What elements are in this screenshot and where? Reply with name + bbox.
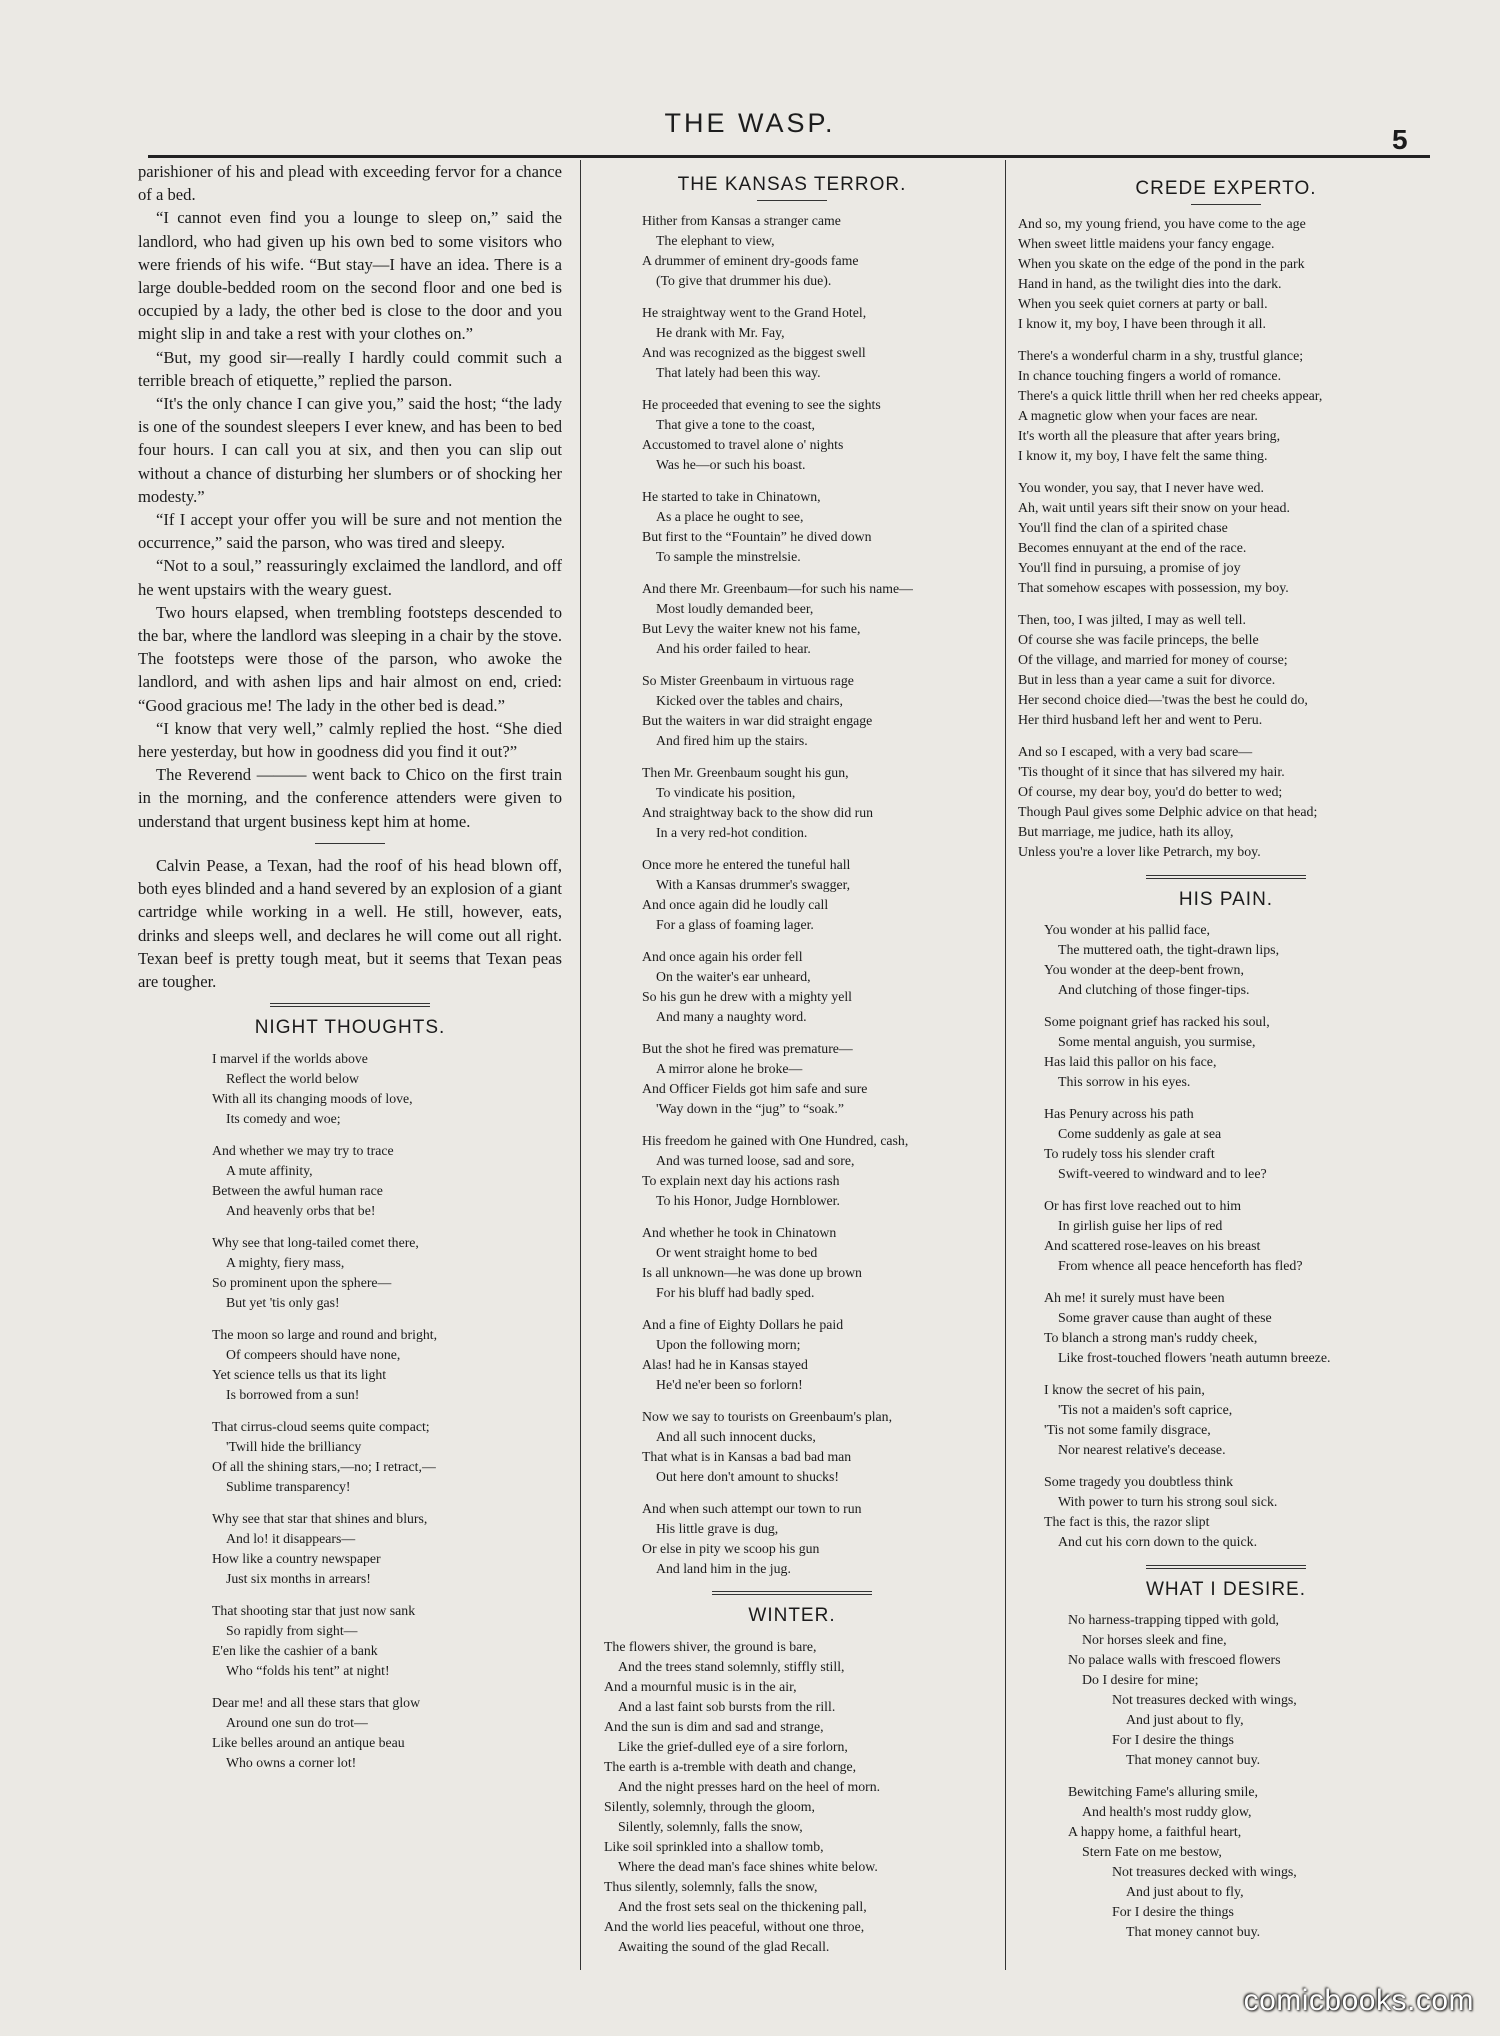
poem-line: And Officer Fields got him safe and sure <box>642 1081 868 1096</box>
what-i-desire-title: WHAT I DESIRE. <box>1145 1579 1307 1600</box>
stanza <box>1018 743 1438 863</box>
poem-line: Kicked over the tables and chairs, <box>656 693 843 708</box>
stanza <box>642 947 984 1027</box>
poem-line: When sweet little maidens your fancy engage. <box>1018 237 1275 252</box>
poem-line: Some tragedy you doubtless think <box>1044 1475 1234 1490</box>
poem-line: With a Kansas drummer's swagger, <box>656 877 851 892</box>
poem-line: No harness-trapping tipped with gold, <box>1068 1613 1280 1628</box>
poem-line: And once again his order fell <box>642 949 803 964</box>
watermark: comicbooks.com <box>1243 1984 1474 2017</box>
poem-line: Not treasures decked with wings, <box>1112 1693 1297 1708</box>
header-rule <box>148 155 1430 158</box>
poem-line: Who owns a corner lot! <box>226 1755 357 1771</box>
poem-line: In chance touching fingers a world of romance. <box>1018 369 1282 384</box>
poem-line: And many a naughty word. <box>656 1009 807 1024</box>
stanza <box>1068 1611 1438 1771</box>
poem-line: The moon so large and round and bright, <box>212 1327 438 1343</box>
poem-line: For his bluff had badly sped. <box>656 1285 815 1300</box>
poem-line: That money cannot buy. <box>1126 1753 1261 1768</box>
poem-line: I know it, my boy, I have felt the same thing. <box>1018 449 1268 464</box>
column-rule-left <box>580 160 581 1970</box>
poem-line: But first to the “Fountain” he dived down <box>642 529 872 544</box>
winter-title: WINTER. <box>748 1605 836 1626</box>
poem-line: But in less than a year came a suit for divorce. <box>1018 673 1276 688</box>
poem-line: (To give that drummer his due). <box>656 273 832 288</box>
poem-line: And the world lies peaceful, without one throe, <box>604 1919 865 1934</box>
poem-line: Or has first love reached out to him <box>1044 1199 1242 1214</box>
poem-line: When you skate on the edge of the pond in the park <box>1018 257 1305 272</box>
stanza <box>1018 611 1438 731</box>
column-right <box>1014 160 1438 1955</box>
poem-line: I know the secret of his pain, <box>1044 1383 1205 1398</box>
poem-line: Silently, solemnly, through the gloom, <box>604 1799 815 1814</box>
poem-line: 'Twill hide the brilliancy <box>226 1439 362 1455</box>
poem-line: Nor nearest relative's decease. <box>1058 1443 1226 1458</box>
poem-line: That somehow escapes with possession, my boy. <box>1018 581 1289 596</box>
poem-line: Ah me! it surely must have been <box>1044 1291 1225 1306</box>
prose-story <box>138 160 562 833</box>
story-paragraph: “It's the only chance I can give you,” said the host; “the lady is one of the soundest sleepers I ever knew, and has been to bed four hours. I can call you at six, and then you can slip out without a chance of disturbing her slumbers or of shocking her modesty.” <box>138 394 562 506</box>
poem-line: And whether we may try to trace <box>212 1143 394 1159</box>
poem-line: The muttered oath, the tight-drawn lips, <box>1058 943 1280 958</box>
poem-line: Or else in pity we scoop his gun <box>642 1541 820 1556</box>
poem-line: And once again did he loudly call <box>642 897 829 912</box>
poem-line: Most loudly demanded beer, <box>656 601 814 616</box>
section-divider <box>315 843 385 844</box>
story-paragraph: Two hours elapsed, when trembling footsteps descended to the bar, where the landlord was sleeping in a chair by the stove. The footsteps were those of the parson, who awoke the landlord, and with ashen lips and hair almost on end, cried: “Good gracious me! The lady in the other bed is dead.” <box>138 602 562 715</box>
poem-line: He drank with Mr. Fay, <box>656 325 785 340</box>
poem-line: And a fine of Eighty Dollars he paid <box>642 1317 844 1332</box>
poem-line: And a last faint sob bursts from the rill. <box>618 1699 836 1714</box>
poem-line: Bewitching Fame's alluring smile, <box>1068 1785 1258 1800</box>
section-divider <box>712 1591 872 1595</box>
stanza <box>1044 1105 1438 1185</box>
poem-line: Was he—or such his boast. <box>656 457 806 472</box>
stanza <box>642 1315 984 1395</box>
poem-line: And land him in the jug. <box>656 1561 791 1576</box>
poem-line: And whether he took in Chinatown <box>642 1225 837 1240</box>
poem-line: This sorrow in his eyes. <box>1058 1075 1191 1090</box>
poem-line: A mirror alone he broke— <box>656 1061 803 1076</box>
poem-line: For I desire the things <box>1112 1733 1234 1748</box>
poem-line: How like a country newspaper <box>212 1551 381 1567</box>
his-pain-poem <box>1014 921 1438 1553</box>
poem-line: Some mental anguish, you surmise, <box>1058 1035 1256 1050</box>
poem-line: E'en like the cashier of a bank <box>212 1643 378 1659</box>
poem-line: As a place he ought to see, <box>656 509 804 524</box>
stanza <box>1044 1013 1438 1093</box>
poem-line: And the trees stand solemnly, stiffly still, <box>618 1659 845 1674</box>
poem-line: Come suddenly as gale at sea <box>1058 1127 1222 1142</box>
poem-line: So prominent upon the sphere— <box>212 1275 392 1291</box>
poem-line: Has laid this pallor on his face, <box>1044 1055 1217 1070</box>
poem-line: Just six months in arrears! <box>226 1571 371 1587</box>
poem-line: And just about to fly, <box>1126 1885 1244 1900</box>
poem-line: With power to turn his strong soul sick. <box>1058 1495 1278 1510</box>
poem-line: Has Penury across his path <box>1044 1107 1194 1122</box>
poem-line: That cirrus-cloud seems quite compact; <box>212 1419 430 1435</box>
poem-line: A drummer of eminent dry-goods fame <box>642 253 859 268</box>
story-paragraph: parishioner of his and plead with exceeding fervor for a chance of a bed. <box>138 162 562 205</box>
poem-line: Reflect the world below <box>226 1071 359 1087</box>
poem-line: So his gun he drew with a mighty yell <box>642 989 852 1004</box>
stanza <box>642 1131 984 1211</box>
poem-line: And heavenly orbs that be! <box>226 1203 376 1219</box>
poem-line: For a glass of foaming lager. <box>656 917 814 932</box>
poem-line: But yet 'tis only gas! <box>226 1295 340 1311</box>
poem-line: And was turned loose, sad and sore, <box>656 1153 855 1168</box>
stanza <box>1018 479 1438 599</box>
poem-line: For I desire the things <box>1112 1905 1234 1920</box>
his-pain-title: HIS PAIN. <box>1178 889 1274 910</box>
poem-line: That money cannot buy. <box>1126 1925 1261 1940</box>
poem-line: Who “folds his tent” at night! <box>226 1663 390 1679</box>
stanza <box>1044 921 1438 1001</box>
poem-line: Of all the shining stars,—no; I retract,— <box>212 1459 436 1475</box>
poem-line: And his order failed to hear. <box>656 641 811 656</box>
story-paragraph: “Not to a soul,” reassuringly exclaimed the landlord, and off he went upstairs with the weary guest. <box>138 556 562 599</box>
poem-line: And when such attempt our town to run <box>642 1501 862 1516</box>
stanza <box>642 487 984 567</box>
stanza <box>212 1141 562 1221</box>
poem-line: No palace walls with frescoed flowers <box>1068 1653 1281 1668</box>
crede-experto-title: CREDE EXPERTO. <box>1135 178 1317 199</box>
poem-line: Of course she was facile princeps, the belle <box>1018 633 1259 648</box>
story-paragraph: “I know that very well,” calmly replied the host. “She died here yesterday, but how in goodness did you find it out?” <box>138 718 562 762</box>
poem-line: A mighty, fiery mass, <box>226 1255 345 1271</box>
story-paragraph: The Reverend ——— went back to Chico on the first train in the morning, and the conference attenders were given to understand that urgent business kept him at home. <box>138 765 562 831</box>
poem-line: That shooting star that just now sank <box>212 1603 416 1619</box>
stanza <box>212 1693 562 1773</box>
stanza <box>1018 215 1438 335</box>
poem-line: That give a tone to the coast, <box>656 417 815 432</box>
poem-line: A happy home, a faithful heart, <box>1068 1825 1242 1840</box>
poem-line: And the frost sets seal on the thickening pall, <box>618 1899 867 1914</box>
poem-line: And there Mr. Greenbaum—for such his name— <box>642 581 913 596</box>
poem-line: Silently, solemnly, falls the snow, <box>618 1819 803 1834</box>
poem-line: Of course, my dear boy, you'd do better to wed; <box>1018 785 1283 800</box>
stanza <box>212 1049 562 1129</box>
poem-line: Thus silently, solemnly, falls the snow, <box>604 1879 818 1894</box>
winter-poem <box>600 1637 984 1957</box>
poem-line: 'Tis thought of it since that has silvered my hair. <box>1018 765 1285 780</box>
stanza <box>212 1233 562 1313</box>
poem-line: Becomes ennuyant at the end of the race. <box>1018 541 1247 556</box>
poem-line: Now we say to tourists on Greenbaum's plan, <box>642 1409 893 1424</box>
page-number: 5 <box>1392 124 1408 155</box>
poem-line: He'd ne'er been so forlorn! <box>656 1377 803 1392</box>
poem-line: In a very red-hot condition. <box>656 825 808 840</box>
stanza <box>212 1601 562 1681</box>
stanza <box>642 303 984 383</box>
poem-line: There's a quick little thrill when her red cheeks appear, <box>1018 389 1323 404</box>
poem-line: His little grave is dug, <box>656 1521 779 1536</box>
poem-line: He proceeded that evening to see the sights <box>642 397 881 412</box>
section-divider <box>270 1003 430 1007</box>
stanza <box>1044 1197 1438 1277</box>
kansas-terror-poem <box>600 211 984 1579</box>
column-left <box>138 160 562 1785</box>
poem-line: His freedom he gained with One Hundred, cash, <box>642 1133 909 1148</box>
column-middle <box>600 160 984 1969</box>
poem-line: So rapidly from sight— <box>226 1623 358 1639</box>
poem-line: On the waiter's ear unheard, <box>656 969 811 984</box>
poem-line: Is borrowed from a sun! <box>226 1387 360 1403</box>
poem-line: Like belles around an antique beau <box>212 1735 405 1751</box>
story-paragraph: “If I accept your offer you will be sure and not mention the occurrence,” said the parson, who was tired and sleepy. <box>138 510 562 553</box>
poem-line: That what is in Kansas a bad bad man <box>642 1449 852 1464</box>
poem-line: Like the grief-dulled eye of a sire forlorn, <box>618 1739 848 1754</box>
stanza <box>1018 347 1438 467</box>
crede-experto-poem <box>1014 215 1438 863</box>
stanza <box>1044 1289 1438 1369</box>
stanza <box>642 211 984 291</box>
poem-line: He started to take in Chinatown, <box>642 489 821 504</box>
poem-line: Around one sun do trot— <box>226 1715 368 1731</box>
poem-line: But Levy the waiter knew not his fame, <box>642 621 861 636</box>
poem-line: And health's most ruddy glow, <box>1082 1805 1252 1820</box>
story-paragraph: “But, my good sir—really I hardly could commit such a terrible breach of etiquette,” replied the parson. <box>138 347 562 390</box>
title-underline <box>1191 204 1261 205</box>
poem-line: And so I escaped, with a very bad scare— <box>1018 745 1253 760</box>
poem-line: And a mournful music is in the air, <box>604 1679 797 1694</box>
poem-line: Is all unknown—he was done up brown <box>642 1265 862 1280</box>
poem-line: Some poignant grief has racked his soul, <box>1044 1015 1270 1030</box>
kansas-terror-title: THE KANSAS TERROR. <box>677 174 907 195</box>
poem-line: And cut his corn down to the quick. <box>1058 1535 1258 1550</box>
poem-line: And was recognized as the biggest swell <box>642 345 866 360</box>
story-paragraph: “I cannot even find you a lounge to sleep on,” said the landlord, who had given up his own bed to some visitors who were friends of his wife. “But stay—I have an idea. There is a large double-bedded room on the second floor and one bed is occupied by a lady, the other bed is close to the door and you might slip in and take a rest with your clothes on.” <box>138 208 562 344</box>
poem-line: Though Paul gives some Delphic advice on that head; <box>1018 805 1318 820</box>
poem-line: Nor horses sleek and fine, <box>1082 1633 1227 1648</box>
poem-line: Alas! had he in Kansas stayed <box>642 1357 808 1372</box>
stanza <box>642 671 984 751</box>
stanza <box>642 855 984 935</box>
poem-line: Awaiting the sound of the glad Recall. <box>618 1939 830 1954</box>
poem-line: Hand in hand, as the twilight dies into the dark. <box>1018 277 1282 292</box>
poem-line: Of the village, and married for money of course; <box>1018 653 1288 668</box>
poem-line: That lately had been this way. <box>656 365 821 380</box>
poem-line: You wonder at the deep-bent frown, <box>1044 963 1244 978</box>
poem-line: Like frost-touched flowers 'neath autumn breeze. <box>1058 1351 1331 1366</box>
calvin-paragraph: Calvin Pease, a Texan, had the roof of his head blown off, both eyes blinded and a hand severed by an explosion of a giant cartridge while working in a well. He still, however, eats, drinks and sleeps well, and declares he will come out all right. Texan beef is pretty tough meat, but it seems that Texan peas are tougher. <box>138 855 562 991</box>
poem-line: Where the dead man's face shines white below. <box>618 1859 878 1874</box>
poem-line: To sample the minstrelsie. <box>656 549 801 564</box>
poem-line: Swift-veered to windward and to lee? <box>1058 1167 1267 1182</box>
poem-line: Its comedy and woe; <box>226 1111 341 1127</box>
poem-line: 'Tis not a maiden's soft caprice, <box>1058 1403 1233 1418</box>
poem-line: Or went straight home to bed <box>656 1245 818 1260</box>
stanza <box>642 1039 984 1119</box>
stanza <box>642 763 984 843</box>
poem-line: You wonder at his pallid face, <box>1044 923 1211 938</box>
poem-line: Sublime transparency! <box>226 1479 351 1495</box>
poem-line: And so, my young friend, you have come to the age <box>1018 217 1306 232</box>
stanza <box>642 1223 984 1303</box>
section-divider <box>1146 875 1306 879</box>
poem-line: A mute affinity, <box>226 1163 313 1179</box>
poem-line: Like soil sprinkled into a shallow tomb, <box>604 1839 824 1854</box>
stanza <box>1068 1783 1438 1943</box>
night-thoughts-title: NIGHT THOUGHTS. <box>254 1017 446 1039</box>
poem-line: And the sun is dim and sad and strange, <box>604 1719 824 1734</box>
masthead-title: THE WASP. <box>664 108 836 138</box>
poem-line: Hither from Kansas a stranger came <box>642 213 841 228</box>
poem-line: You wonder, you say, that I never have wed. <box>1018 481 1264 496</box>
prose-calvin-pease <box>138 854 562 993</box>
poem-line: To his Honor, Judge Hornblower. <box>656 1193 840 1208</box>
poem-line: To vindicate his position, <box>656 785 796 800</box>
poem-line: The flowers shiver, the ground is bare, <box>604 1639 817 1654</box>
stanza <box>212 1417 562 1497</box>
poem-line: You'll find the clan of a spirited chase <box>1018 521 1228 536</box>
poem-line: Then Mr. Greenbaum sought his gun, <box>642 765 849 780</box>
poem-line: From whence all peace henceforth has fled? <box>1058 1259 1303 1274</box>
poem-line: Stern Fate on me bestow, <box>1082 1845 1222 1860</box>
poem-line: 'Way down in the “jug” to “soak.” <box>656 1101 844 1116</box>
poem-line: The elephant to view, <box>656 233 775 248</box>
poem-line: But marriage, me judice, hath its alloy, <box>1018 825 1234 840</box>
poem-line: There's a wonderful charm in a shy, trustful glance; <box>1018 349 1304 364</box>
poem-line: To blanch a strong man's ruddy cheek, <box>1044 1331 1258 1346</box>
poem-line: And lo! it disappears— <box>226 1531 356 1547</box>
stanza <box>212 1509 562 1589</box>
poem-line: Why see that long-tailed comet there, <box>212 1235 419 1251</box>
poem-line: Ah, wait until years sift their snow on your head. <box>1018 501 1290 516</box>
poem-line: Dear me! and all these stars that glow <box>212 1695 421 1711</box>
poem-line: With all its changing moods of love, <box>212 1091 413 1107</box>
poem-line: The earth is a-tremble with death and change, <box>604 1759 857 1774</box>
poem-line: Not treasures decked with wings, <box>1112 1865 1297 1880</box>
stanza <box>212 1325 562 1405</box>
poem-line: Why see that star that shines and blurs, <box>212 1511 428 1527</box>
poem-line: And fired him up the stairs. <box>656 733 808 748</box>
stanza <box>1044 1473 1438 1553</box>
what-i-desire-poem <box>1014 1611 1438 1943</box>
stanza <box>642 1499 984 1579</box>
stanza <box>642 579 984 659</box>
poem-line: To rudely toss his slender craft <box>1044 1147 1215 1162</box>
poem-line: So Mister Greenbaum in virtuous rage <box>642 673 854 688</box>
poem-line: Out here don't amount to shucks! <box>656 1469 839 1484</box>
poem-line: Her second choice died—'twas the best he could do, <box>1018 693 1308 708</box>
night-thoughts-poem <box>138 1049 562 1773</box>
poem-line: But the waiters in war did straight engage <box>642 713 873 728</box>
poem-line: Accustomed to travel alone o' nights <box>642 437 844 452</box>
stanza <box>642 1407 984 1487</box>
poem-line: Unless you're a lover like Petrarch, my boy. <box>1018 845 1261 860</box>
poem-line: Then, too, I was jilted, I may as well tell. <box>1018 613 1246 628</box>
poem-line: It's worth all the pleasure that after years bring, <box>1018 429 1281 444</box>
title-underline <box>757 200 827 201</box>
stanza <box>642 395 984 475</box>
poem-line: And just about to fly, <box>1126 1713 1244 1728</box>
poem-line: A magnetic glow when your faces are near. <box>1018 409 1258 424</box>
poem-line: 'Tis not some family disgrace, <box>1044 1423 1211 1438</box>
poem-line: But the shot he fired was premature— <box>642 1041 853 1056</box>
poem-line: Between the awful human race <box>212 1183 383 1199</box>
poem-line: I marvel if the worlds above <box>212 1051 368 1067</box>
poem-line: And clutching of those finger-tips. <box>1058 983 1250 998</box>
poem-line: And all such innocent ducks, <box>656 1429 816 1444</box>
section-divider <box>1146 1565 1306 1569</box>
poem-line: Yet science tells us that its light <box>212 1367 387 1383</box>
column-rule-right <box>1005 160 1006 1970</box>
poem-line: And scattered rose-leaves on his breast <box>1044 1239 1261 1254</box>
poem-line: Some graver cause than aught of these <box>1058 1311 1272 1326</box>
poem-line: To explain next day his actions rash <box>642 1173 840 1188</box>
stanza <box>1044 1381 1438 1461</box>
poem-line: Do I desire for mine; <box>1082 1673 1199 1688</box>
poem-line: The fact is this, the razor slipt <box>1044 1515 1210 1530</box>
poem-line: And straightway back to the show did run <box>642 805 874 820</box>
poem-line: He straightway went to the Grand Hotel, <box>642 305 867 320</box>
poem-line: Once more he entered the tuneful hall <box>642 857 851 872</box>
poem-line: When you seek quiet corners at party or ball. <box>1018 297 1268 312</box>
poem-line: And the night presses hard on the heel of morn. <box>618 1779 881 1794</box>
poem-line: Of compeers should have none, <box>226 1347 401 1363</box>
poem-line: You'll find in pursuing, a promise of joy <box>1018 561 1241 576</box>
poem-line: Upon the following morn; <box>656 1337 801 1352</box>
poem-line: I know it, my boy, I have been through it all. <box>1018 317 1266 332</box>
poem-line: Her third husband left her and went to Peru. <box>1018 713 1263 728</box>
poem-line: In girlish guise her lips of red <box>1058 1219 1223 1234</box>
